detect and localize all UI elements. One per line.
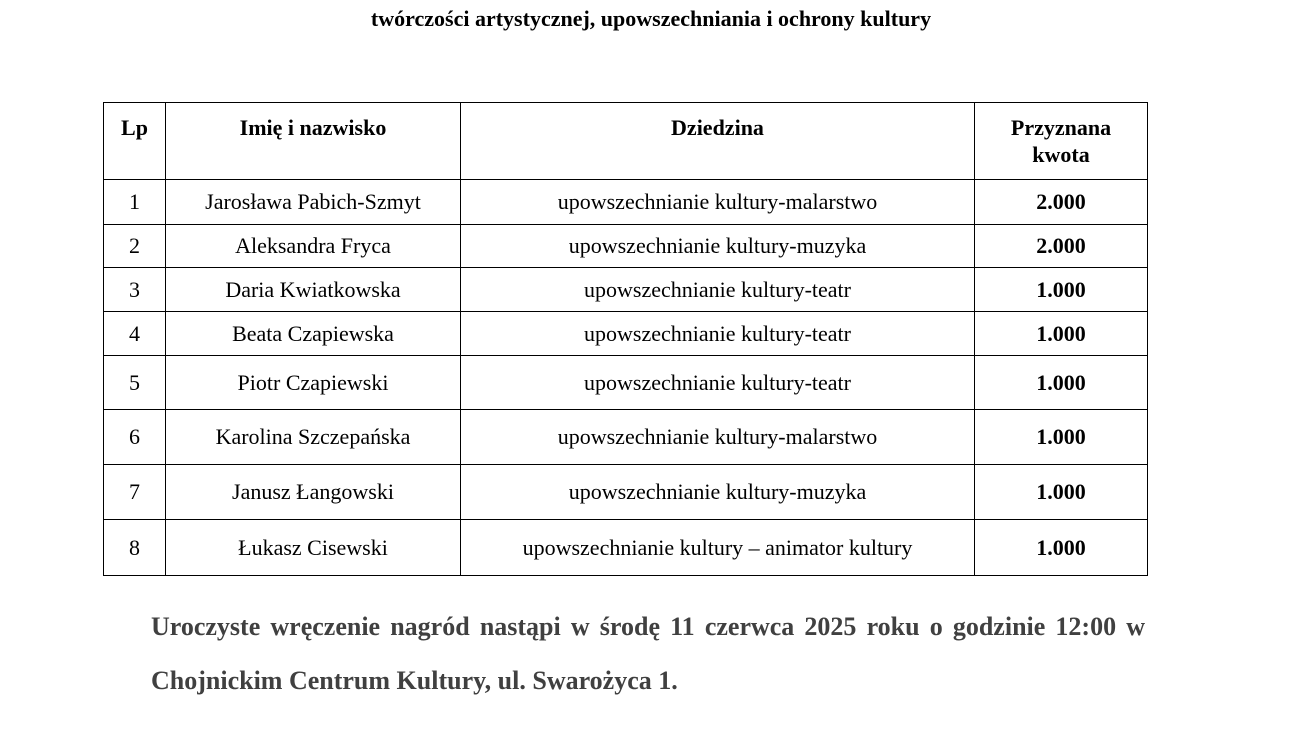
table-row: [104, 312, 1148, 356]
cell-lp: 7: [104, 465, 166, 520]
table-header: [104, 103, 1148, 180]
cell-lp: 3: [104, 268, 166, 312]
cell-field: upowszechnianie kultury-muzyka: [461, 225, 975, 268]
document-heading: twórczości artystycznej, upowszechniania i ochrony kultury: [370, 6, 932, 31]
table-row: [104, 356, 1148, 410]
cell-field: upowszechnianie kultury-malarstwo: [461, 180, 975, 225]
cell-lp: 1: [104, 180, 166, 225]
cell-amount: 1.000: [975, 356, 1148, 410]
cell-field: upowszechnianie kultury-muzyka: [461, 465, 975, 520]
ceremony-announcement: Uroczyste wręczenie nagród nastąpi w środę 11 czerwca 2025 roku o godzinie 12:00 w Chojnickim Centrum Kultury, ul. Swarożyca 1.: [151, 612, 1145, 695]
header-field: Dziedzina: [461, 103, 975, 180]
cell-amount: 1.000: [975, 520, 1148, 576]
cell-lp: 6: [104, 410, 166, 465]
cell-field: upowszechnianie kultury-teatr: [461, 312, 975, 356]
cell-field: upowszechnianie kultury-malarstwo: [461, 410, 975, 465]
table-row: [104, 520, 1148, 576]
header-lp: Lp: [104, 103, 166, 180]
cell-name: Aleksandra Fryca: [166, 225, 461, 268]
cell-amount: 1.000: [975, 312, 1148, 356]
cell-amount: 2.000: [975, 225, 1148, 268]
cell-amount: 1.000: [975, 268, 1148, 312]
cell-name: Karolina Szczepańska: [166, 410, 461, 465]
table-row: [104, 410, 1148, 465]
cell-name: Jarosława Pabich-Szmyt: [166, 180, 461, 225]
cell-lp: 5: [104, 356, 166, 410]
table-header-row: [104, 103, 1148, 180]
table-body: [104, 180, 1148, 576]
cell-name: Łukasz Cisewski: [166, 520, 461, 576]
header-amount: Przyznana kwota: [975, 103, 1148, 180]
cell-lp: 2: [104, 225, 166, 268]
cell-name: Piotr Czapiewski: [166, 356, 461, 410]
table-row: [104, 225, 1148, 268]
cell-amount: 2.000: [975, 180, 1148, 225]
cell-name: Daria Kwiatkowska: [166, 268, 461, 312]
cell-amount: 1.000: [975, 410, 1148, 465]
cell-field: upowszechnianie kultury-teatr: [461, 356, 975, 410]
cell-field: upowszechnianie kultury – animator kultury: [461, 520, 975, 576]
table-row: [104, 465, 1148, 520]
table-row: [104, 268, 1148, 312]
cell-lp: 8: [104, 520, 166, 576]
cell-field: upowszechnianie kultury-teatr: [461, 268, 975, 312]
awards-table: [103, 102, 1148, 576]
cell-lp: 4: [104, 312, 166, 356]
cell-amount: 1.000: [975, 465, 1148, 520]
table-row: [104, 180, 1148, 225]
cell-name: Beata Czapiewska: [166, 312, 461, 356]
cell-name: Janusz Łangowski: [166, 465, 461, 520]
header-name: Imię i nazwisko: [166, 103, 461, 180]
